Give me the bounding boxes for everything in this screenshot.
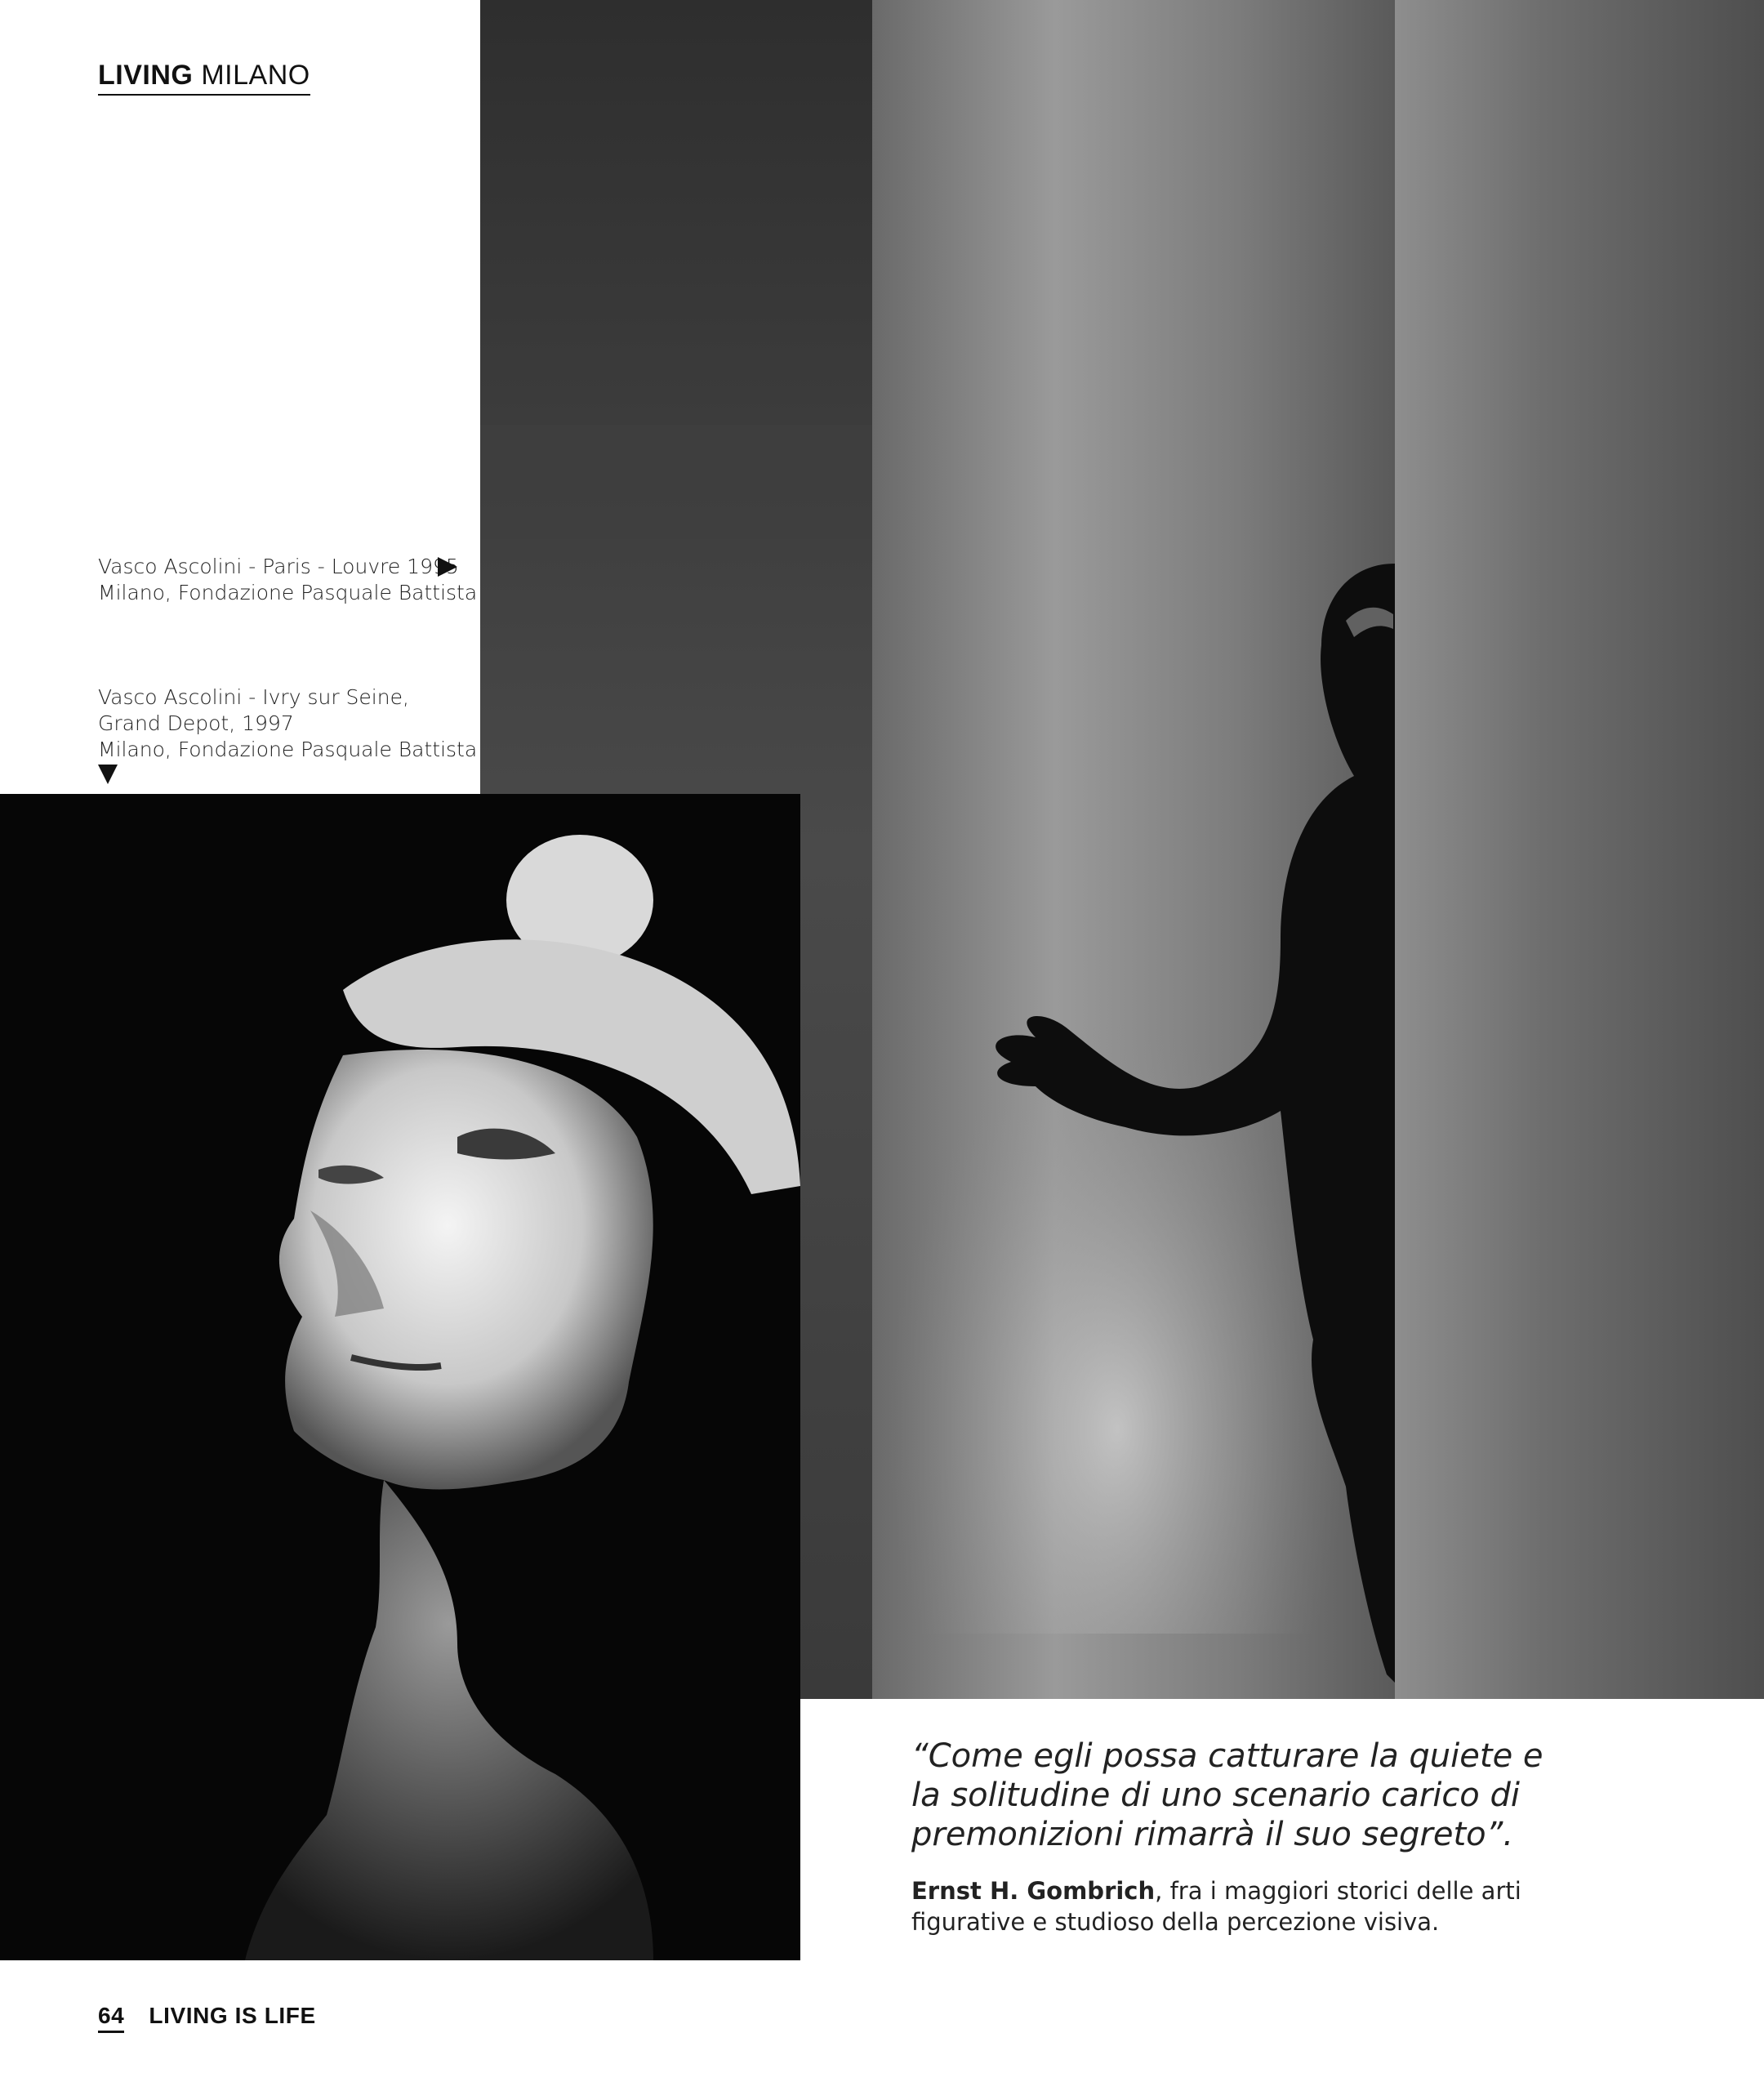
caption-louvre	[98, 554, 478, 606]
author-description-2: figurative e studioso della percezione visiva.	[911, 1908, 1440, 1936]
section-header	[98, 60, 310, 96]
photo-ivry-sculpture	[0, 794, 800, 1960]
quote-line: premonizioni rimarrà il suo segreto”.	[911, 1816, 1514, 1853]
quote-line: la solitudine di uno scenario carico di	[911, 1777, 1520, 1814]
triangle-right-icon	[438, 557, 457, 577]
caption-line: Milano, Fondazione Pasquale Battista	[98, 581, 478, 604]
caption-line: Grand Depot, 1997	[98, 711, 294, 735]
page-number: 64	[98, 2003, 124, 2033]
author-name: Ernst H. Gombrich	[911, 1877, 1156, 1905]
caption-line: Vasco Ascolini - Ivry sur Seine,	[98, 685, 409, 709]
caption-line: Vasco Ascolini - Paris - Louvre 1995	[98, 555, 459, 578]
author-description: , fra i maggiori storici delle arti	[1155, 1877, 1521, 1905]
section-label: LIVING	[98, 60, 194, 91]
caption-line: Milano, Fondazione Pasquale Battista	[98, 738, 478, 761]
quote-line: “Come egli possa catturare la quiete e	[911, 1737, 1544, 1775]
caption-ivry	[98, 684, 478, 763]
triangle-down-icon	[98, 765, 118, 784]
magazine-name: LIVING IS LIFE	[149, 2003, 316, 2028]
page-footer	[98, 2003, 316, 2033]
quote-attribution	[911, 1875, 1663, 1937]
pull-quote	[911, 1737, 1646, 1854]
city-label: MILANO	[201, 60, 310, 91]
